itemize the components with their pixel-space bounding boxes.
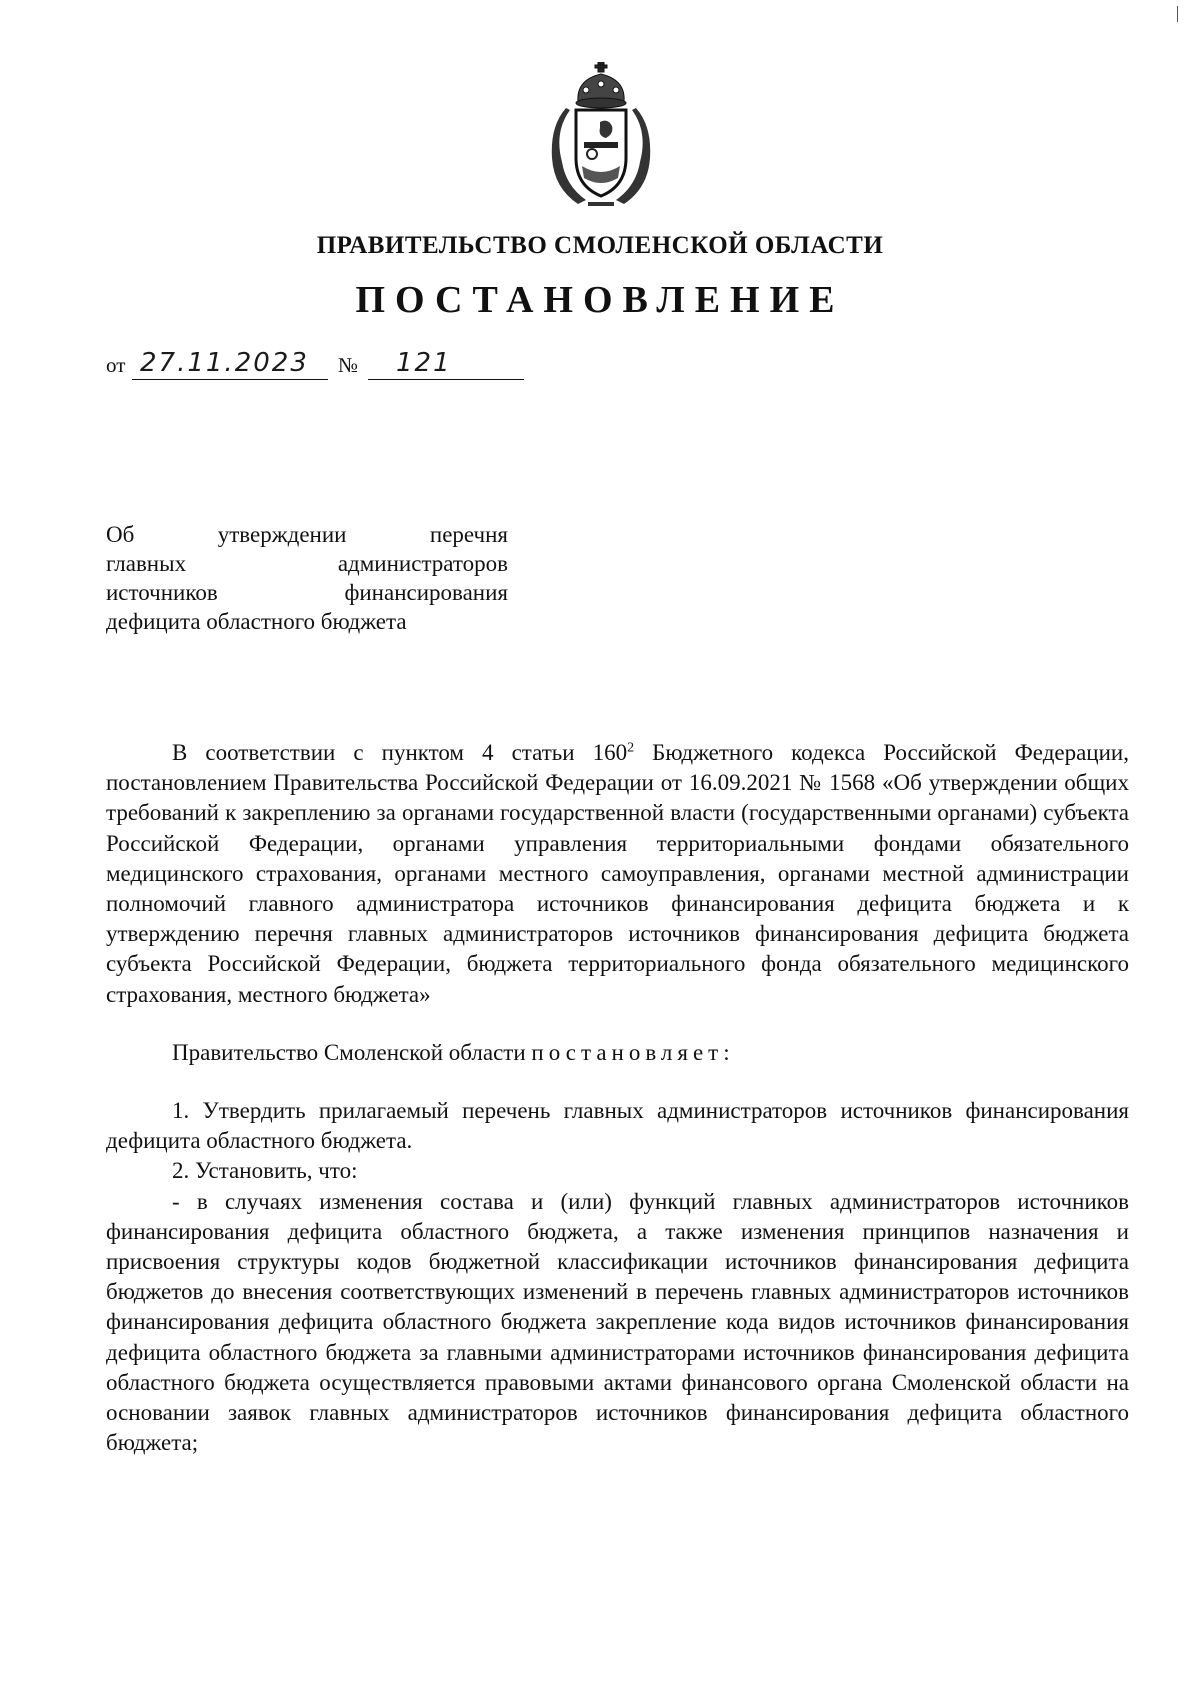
document-type-title: ПОСТАНОВЛЕНИЕ — [355, 279, 845, 321]
item-2-paragraph: 2. Установить, что: — [172, 1158, 358, 1184]
document-subject — [106, 520, 508, 636]
resolve-paragraph — [106, 1038, 1129, 1068]
item-1-paragraph: 1. Утвердить прилагаемый перечень главных администраторов источников финансирования дефицита областного бюджета. — [106, 1098, 1129, 1154]
subject-line: главных администраторов — [106, 551, 508, 576]
preamble-paragraph — [106, 738, 1129, 1010]
subject-line: Об утверждении перечня — [106, 522, 508, 547]
scan-edge-mark — [1177, 6, 1178, 22]
resolve-word: постановляет: — [531, 1039, 735, 1065]
number-underline — [368, 379, 524, 380]
document-body — [106, 738, 1129, 1458]
preamble-superscript: 2 — [627, 740, 635, 756]
subject-line: дефицита областного бюджета — [106, 609, 407, 634]
preamble-text-start: В соответствии с пунктом 4 статьи 160 — [172, 740, 628, 765]
date-value: 27.11.2023 — [140, 348, 309, 378]
number-value: 121 — [396, 348, 452, 378]
date-underline — [132, 379, 328, 380]
subject-line: источников финансирования — [106, 580, 508, 605]
number-prefix: № — [338, 353, 359, 377]
resolve-prefix: Правительство Смоленской области — [172, 1039, 532, 1065]
preamble-text-end: Бюджетного кодекса Российской Федерации, постановлением Правительства Российской Федерации от 16.09.2021 № 1568 «Об утверждении общих требований к закреплению за органами государственной власти (государственными органами) субъекта Российской Федерации, органами управления территориальными фондами обязательного медицинского страхования, органами местного самоуправления, органами местной администрации полномочий главного администратора источников финансирования дефицита бюджета и к утверждению перечня главных администраторов источников финансирования дефицита бюджета субъекта Российской Федерации, бюджета территориального фонда обязательного медицинского страхования, местного бюджета» — [106, 740, 1129, 1007]
item-2-subparagraph: - в случаях изменения состава и (или) функций главных администраторов источников финансирования дефицита областного бюджета, а также изменения принципов назначения и присвоения структуры кодов бюджетной классификации источников финансирования дефицита бюджетов до внесения соответствующих изменений в перечень главных администраторов источников финансирования дефицита областного бюджета закрепление кода видов источников финансирования дефицита областного бюджета за главными администраторами источников финансирования дефицита областного бюджета осуществляется правовыми актами финансового органа Смоленской области на основании заявок главных администраторов источников финансирования дефицита областного бюджета; — [106, 1188, 1129, 1456]
coat-of-arms-icon — [548, 62, 654, 210]
government-title: ПРАВИТЕЛЬСТВО СМОЛЕНСКОЙ ОБЛАСТИ — [316, 232, 884, 259]
date-number-line — [106, 348, 546, 392]
date-prefix: от — [106, 353, 126, 377]
